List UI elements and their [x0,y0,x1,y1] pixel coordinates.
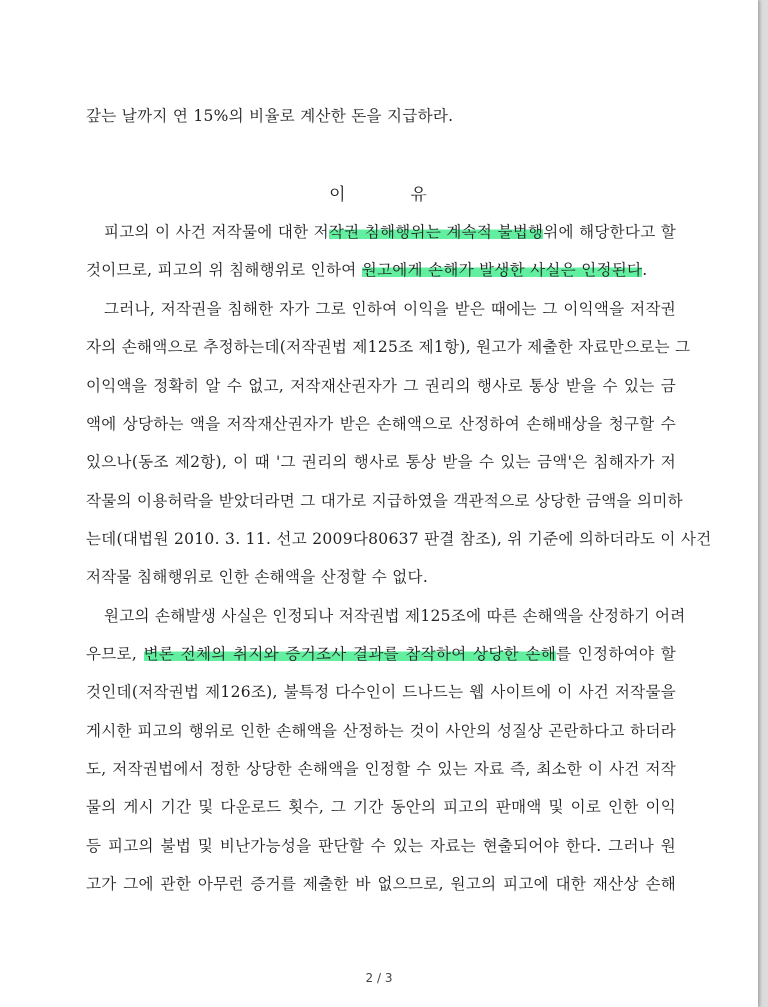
body-text-line: 갚는 날까지 연 15%의 비율로 계산한 돈을 지급하라. [86,107,454,125]
text-run: . [642,261,648,279]
highlighted-text: 변론 전체의 취지와 증거조사 결과를 참작하여 상당한 손해 [143,645,556,663]
body-text-line: 그러나, 저작권을 침해한 자가 그로 인하여 이익을 받은 때에는 그 이익액을 저작권 [104,300,676,318]
body-text-line: 는데(대법원 2010. 3. 11. 선고 2009다80637 판결 참조), 위 기준에 의하더라도 이 사건 [86,530,712,548]
body-text-line [104,222,676,242]
page-number: 2 / 3 [365,971,393,985]
body-text-line: 작물의 이용허락을 받았더라면 그 대가로 지급하였을 객관적으로 상당한 금액을 의미하 [86,492,683,510]
body-text-line: 고가 그에 관한 아무런 증거를 제출한 바 없으므로, 원고의 피고에 대한 재산상 손해 [86,875,676,893]
highlighted-text: 원고에게 손해가 발생한 사실은 인정된다 [361,261,643,279]
text-run: 우므로, [86,645,144,663]
text-run: 것이므로, 피고의 위 침해행위로 인하여 [86,261,362,279]
body-text-line: 등 피고의 불법 및 비난가능성을 판단할 수 있는 자료는 현출되어야 한다. 그러나 원 [86,837,676,855]
body-text-line: 것인데(저작권법 제126조), 불특정 다수인이 드나드는 웹 사이트에 이 사건 저작물을 [86,683,676,701]
text-run: 피고의 이 사건 저작물에 대한 저 [104,223,329,241]
body-text-line: 있으나(동조 제2항), 이 때 '그 권리의 행사로 통상 받을 수 있는 금액'은 침해자가 저 [86,453,676,471]
body-text-line [86,260,648,280]
body-text-line: 원고의 손해발생 사실은 인정되나 저작권법 제125조에 따른 손해액을 산정하기 어려 [104,607,686,625]
text-run: 위에 해당한다고 할 [543,223,677,241]
body-text-line: 자의 손해액으로 추정하는데(저작권법 제125조 제1항), 원고가 제출한 자료만으로는 그 [86,338,691,356]
body-text-line: 저작물 침해행위로 인한 손해액을 산정할 수 없다. [86,568,429,586]
body-text-line: 액에 상당하는 액을 저작재산권자가 받은 손해액으로 산정하여 손해배상을 청구할 수 [86,415,676,433]
body-text-line: 물의 게시 기간 및 다운로드 횟수, 그 기간 동안의 피고의 판매액 및 이로 인한 이익 [86,798,676,816]
section-title [0,180,758,205]
section-title-char: 유 [410,185,429,205]
body-text-line: 이익액을 정확히 알 수 없고, 저작재산권자가 그 권리의 행사로 통상 받을 수 있는 금 [86,377,676,395]
text-run: 를 인정하여야 할 [555,645,676,663]
highlighted-text: 작권 침해행위는 계속적 불법행 [328,223,544,241]
body-text-line: 게시한 피고의 행위로 인한 손해액을 산정하는 것이 사안의 성질상 곤란하다고 하더라 [86,722,676,740]
section-title-char: 이 [329,185,348,205]
body-text-line: 도, 저작권법에서 정한 상당한 손해액을 인정할 수 있는 자료 즉, 최소한 이 사건 저작 [86,760,676,778]
body-text-line [86,644,676,664]
